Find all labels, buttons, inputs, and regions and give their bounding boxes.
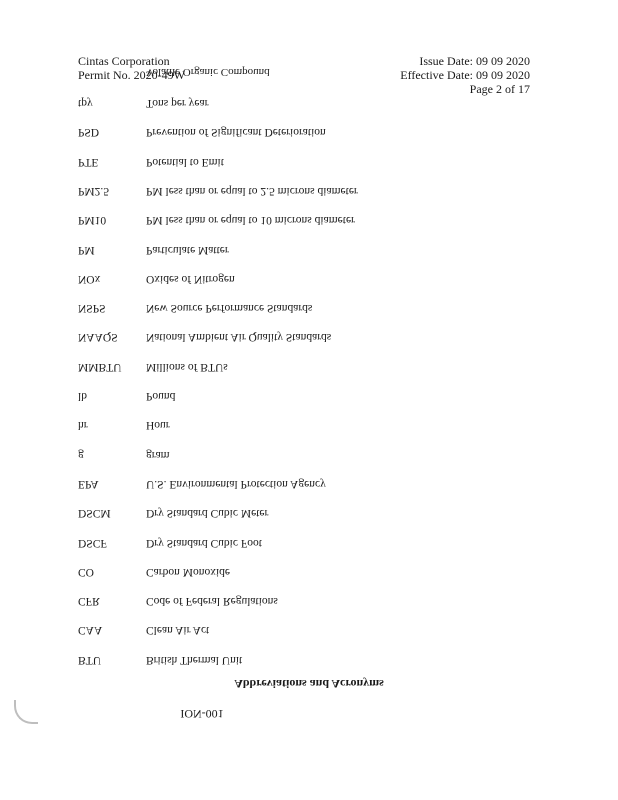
acronym-definition: Prevention of Significant Deterioration xyxy=(146,126,326,138)
acronym-term: DSCM xyxy=(78,507,111,519)
acronym-row xyxy=(0,126,618,140)
acronym-row xyxy=(0,595,618,609)
acronym-term: CO xyxy=(78,566,94,578)
acronym-definition: Clean Air Act xyxy=(146,624,210,636)
acronym-row xyxy=(0,654,618,668)
acronym-row xyxy=(0,419,618,433)
page-number: Page 2 of 17 xyxy=(469,82,530,96)
acronym-definition: Millions of BTUs xyxy=(146,361,228,373)
acronym-row xyxy=(0,97,618,111)
acronym-definition: Tons per year xyxy=(146,97,209,109)
acronym-term: BTU xyxy=(78,654,101,666)
acronym-definition: Code of Federal Regulations xyxy=(146,595,278,607)
acronym-definition: Dry Standard Cubic Foot xyxy=(146,537,262,549)
acronym-row xyxy=(0,566,618,580)
acronym-term: PSD xyxy=(78,126,100,138)
acronym-term: PM xyxy=(78,244,95,256)
acronym-definition: Pound xyxy=(146,390,176,402)
acronym-definition: U.S. Environmental Protection Agency xyxy=(146,478,326,490)
acronym-term: NAAQS xyxy=(78,331,118,343)
acronym-definition: gram xyxy=(146,449,170,461)
acronym-definition: Hour xyxy=(146,419,170,431)
acronym-definition: Carbon Monoxide xyxy=(146,566,231,578)
acronym-term: PTE xyxy=(78,156,99,168)
effective-date: Effective Date: 09 09 2020 xyxy=(400,68,530,82)
acronym-row xyxy=(0,156,618,170)
acronym-definition: British Thermal Unit xyxy=(146,654,243,666)
acronym-row xyxy=(0,331,618,345)
acronym-row xyxy=(0,449,618,463)
acronym-term: EPA xyxy=(78,478,99,490)
acronym-definition: Dry Standard Cubic Meter xyxy=(146,507,269,519)
acronym-row xyxy=(0,624,618,638)
acronym-term: DSCF xyxy=(78,537,107,549)
acronym-row xyxy=(0,273,618,287)
footer-code: ION-001 xyxy=(180,707,224,721)
acronym-row xyxy=(0,537,618,551)
acronym-term: NOx xyxy=(78,273,101,285)
acronym-definition: Potential to Emit xyxy=(146,156,224,168)
acronym-term: PM10 xyxy=(78,214,107,226)
company-name: Cintas Corporation xyxy=(78,54,170,68)
acronym-term: hr xyxy=(78,419,88,431)
acronym-row xyxy=(0,214,618,228)
permit-number: Permit No. 2020-49W xyxy=(78,68,185,82)
bleed-through-text: Volatile Organic Compound xyxy=(146,66,270,78)
acronym-term: g xyxy=(78,449,84,461)
acronym-term: lb xyxy=(78,390,87,402)
acronym-term: PM2.5 xyxy=(78,185,109,197)
acronym-term: CAA xyxy=(78,624,103,636)
section-title: Abbreviations and Acronyms xyxy=(234,677,384,691)
acronym-definition: PM less than or equal to 2.5 microns diameter xyxy=(146,185,358,197)
acronym-term: CFR xyxy=(78,595,100,607)
issue-date: Issue Date: 09 09 2020 xyxy=(419,54,530,68)
acronym-term: NSPS xyxy=(78,302,106,314)
acronym-definition: Oxides of Nitrogen xyxy=(146,273,235,285)
acronym-definition: New Source Performance Standards xyxy=(146,302,313,314)
acronym-row xyxy=(0,185,618,199)
acronym-term: tpy xyxy=(78,97,93,109)
acronym-row xyxy=(0,244,618,258)
acronym-row xyxy=(0,390,618,404)
acronym-definition: PM less than or equal to 10 microns diameter xyxy=(146,214,355,226)
acronym-definition: National Ambient Air Quality Standards xyxy=(146,331,332,343)
acronym-row xyxy=(0,478,618,492)
acronym-row xyxy=(0,302,618,316)
acronym-row xyxy=(0,361,618,375)
acronym-term: MMBTU xyxy=(78,361,122,373)
acronym-row xyxy=(0,507,618,521)
acronym-definition: Particulate Matter xyxy=(146,244,229,256)
